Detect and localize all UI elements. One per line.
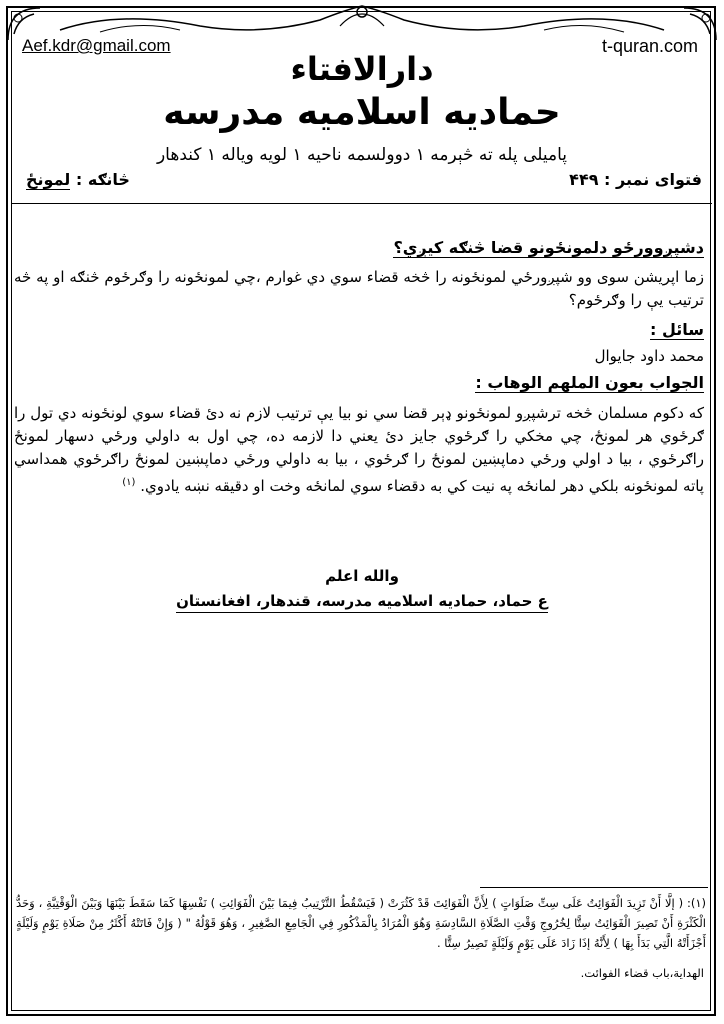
footnote-marker[interactable]: (۱): [122, 477, 136, 488]
fatwa-number-value: ۴۴۹: [569, 170, 599, 189]
answer-text: [14, 402, 704, 498]
madrasa-title: حمادیه اسلامیه مدرسه: [163, 92, 561, 133]
fatwa-number-label: فتوای نمبر :: [604, 170, 702, 189]
footnote-source: الهداية،باب قضاء الفوائت.: [580, 966, 704, 980]
header-divider: [12, 203, 712, 204]
dar-al-ifta-title: دارالافتاء: [290, 50, 434, 88]
signature: [0, 592, 724, 610]
section-field: [26, 170, 130, 189]
footnote-rule: [480, 887, 708, 888]
question-title: دشپږوورځو دلمونځونو قضا څنګه کیږي؟: [393, 238, 704, 257]
question-text: زما اپریشن سوی وو شپږورځي لمونځونه را څخه قضاء سوي دي غوارم ،چي لمونځونه را وګرځوم څنګه او په څه ترتیب یې را وګرځوم؟: [14, 268, 704, 309]
website-link[interactable]: t-quran.com: [601, 36, 698, 56]
section-value: لمونځ: [26, 170, 71, 189]
signature-text: ع حماد، حمادیه اسلامیه مدرسه، قندهار، افغانستان: [176, 592, 548, 613]
closing-phrase: والله اعلم: [325, 567, 399, 585]
footnote-text: (۱): ( إلَّا أَنْ تَزِيدَ الْفَوَائِتُ عَلَى سِتِّ صَلَوَاتٍ ) لِأَنَّ الْفَوَائِتَ قَدْ كَثُرَتْ ( فَيَسْقُطُ التَّرْتِيبُ فِيمَا بَيْنَ الْفَوَائِتِ ) نَفْسِهَا كَمَا سَقَطَ بَيْنَهَا وَبَيْنَ الْوَقْتِيَّةِ ، وَحَدُّ الْكَثْرَةِ أَنْ تَصِيرَ الْفَوَائِتُ سِتًّا لِخُرُوجِ وَقْتِ الصَّلَاةِ السَّادِسَةِ وَهُوَ الْمُرَادُ بِالْمَذْكُورِ فِي الْجَامِعِ الصَّغِيرِ ، وَهُوَ قَوْلُهُ " ( وَإِنْ فَاتَتْهُ أَكْثَرُ مِنْ صَلَاةِ يَوْمٍ وَلَيْلَةٍ أَجْزَأَتْهُ الَّتِي بَدَأَ بِهَا ) لِأَنَّهُ إذَا زَادَ عَلَى يَوْمٍ وَلَيْلَةٍ تَصِيرُ سِتًّا .: [16, 896, 706, 950]
contact-email[interactable]: Aef.kdr@gmail.com: [22, 36, 171, 55]
asker-label: سائل :: [650, 320, 704, 339]
address-line: پامیلی پله ته څېرمه ۱ دوولسمه ناحیه ۱ لویه ویاله ۱ کندهار: [156, 145, 568, 165]
section-label: څانګه :: [75, 170, 130, 189]
answer-label: الجواب بعون الملهم الوهاب :: [475, 373, 704, 392]
fatwa-number: [569, 170, 702, 189]
asker-name: محمد داود جایوال: [594, 347, 704, 365]
answer-body: که دکوم مسلمان څخه ترشپږو لمونځونو ډېر قضا سي نو بیا یې ترتیب لازم نه دئ قضاء سوي لونځونه دي تول را ګرځوي هر لمونځ، چي مخکي را ګرځوي جایز دئ یعني دا لازمه ده، چي اول به داولي ورځي دسهار لمونځ راګرځوي ، بیا د اولي ورځي دماپښین لمونځ را ګرځوي ، بیا به داولي ورځي دماپښین لمونځ راګرځوي همداسي پاته لمونځونه بلکي دهر لمانځه په نیت کي به دقضاء سوي لمانځه وخت او دقیقه نښه یادوي.: [14, 404, 704, 495]
